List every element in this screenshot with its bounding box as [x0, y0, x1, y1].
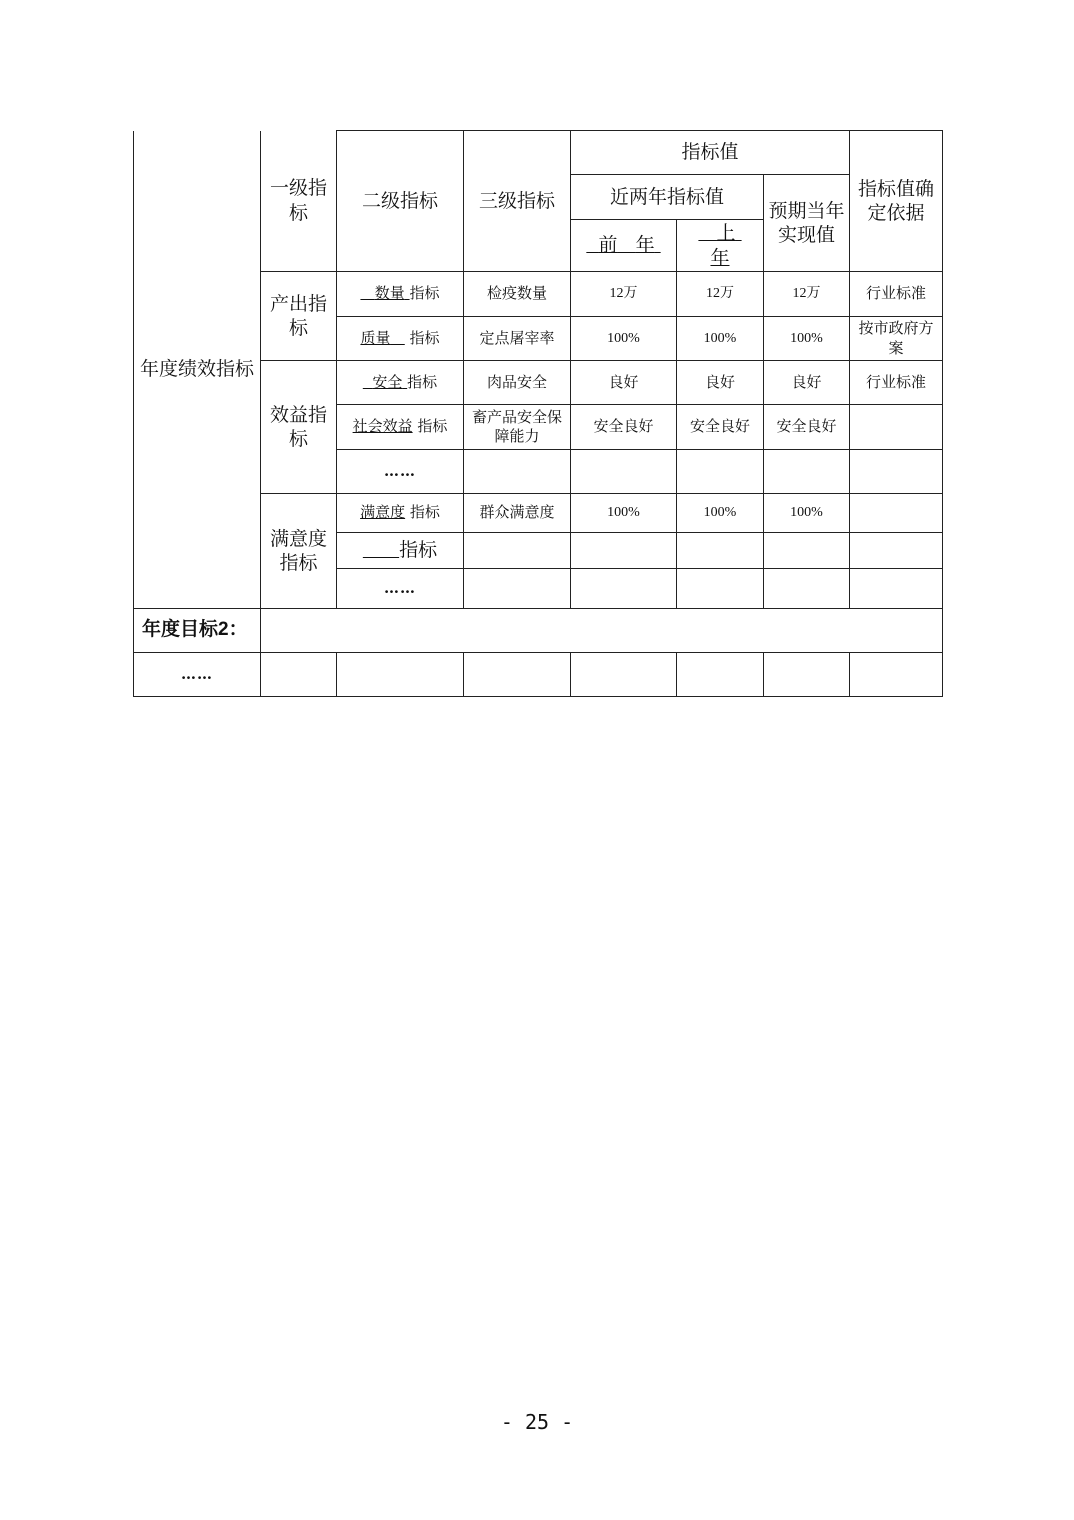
- group-output: 产出指标: [261, 272, 337, 361]
- basis-cell: 行业标准: [850, 272, 943, 317]
- empty-cell: [571, 569, 677, 609]
- annual-goal-2-label: 年度目标2：: [134, 609, 261, 653]
- value-expected: 100%: [764, 494, 850, 533]
- empty-cell: [764, 450, 850, 494]
- ellipsis-cell: ……: [337, 450, 464, 494]
- table-row: [134, 653, 943, 697]
- empty-cell: [677, 569, 764, 609]
- empty-cell: [464, 569, 571, 609]
- l2-cell: 质量 指标: [337, 317, 464, 361]
- empty-cell: [850, 533, 943, 569]
- empty-cell: [677, 450, 764, 494]
- header-indicator-value: 指标值: [571, 131, 850, 175]
- l3-cell: 肉品安全: [464, 361, 571, 405]
- basis-cell: [850, 405, 943, 450]
- value-expected: 12万: [764, 272, 850, 317]
- page-number: - 25 -: [500, 1410, 574, 1434]
- empty-cell: [337, 653, 464, 697]
- basis-cell: 行业标准: [850, 361, 943, 405]
- performance-indicator-table: [133, 130, 943, 697]
- header-prev-year: 前 年: [571, 220, 677, 272]
- l2-cell: 社会效益 指标: [337, 405, 464, 450]
- group-benefit: 效益指标: [261, 361, 337, 494]
- l3-cell: 群众满意度: [464, 494, 571, 533]
- empty-cell: [464, 653, 571, 697]
- l3-cell: 定点屠宰率: [464, 317, 571, 361]
- l2-cell: 满意度 指标: [337, 494, 464, 533]
- value-last: 安全良好: [677, 405, 764, 450]
- l3-cell: 畜产品安全保障能力: [464, 405, 571, 450]
- value-expected: 100%: [764, 317, 850, 361]
- value-last: 100%: [677, 494, 764, 533]
- ellipsis-cell: ……: [134, 653, 261, 697]
- empty-cell: [571, 533, 677, 569]
- table-row: [134, 609, 943, 653]
- value-last: 100%: [677, 317, 764, 361]
- value-expected: 安全良好: [764, 405, 850, 450]
- value-prev: 100%: [571, 317, 677, 361]
- value-prev: 12万: [571, 272, 677, 317]
- value-prev: 安全良好: [571, 405, 677, 450]
- empty-cell: [764, 653, 850, 697]
- empty-cell: [464, 533, 571, 569]
- empty-cell: [764, 533, 850, 569]
- empty-cell: [677, 533, 764, 569]
- value-expected: 良好: [764, 361, 850, 405]
- empty-cell: [464, 450, 571, 494]
- empty-cell: [261, 653, 337, 697]
- header-expected: 预期当年实现值: [764, 175, 850, 272]
- l2-cell: 数量 指标: [337, 272, 464, 317]
- l2-cell: 指标: [337, 533, 464, 569]
- header-level3: 三级指标: [464, 131, 571, 272]
- header-level1: 一级指标: [261, 131, 337, 272]
- section-label-cell: [134, 131, 261, 609]
- group-satisfaction: 满意度指标: [261, 494, 337, 609]
- header-basis: 指标值确定依据: [850, 131, 943, 272]
- basis-cell: [850, 494, 943, 533]
- value-last: 12万: [677, 272, 764, 317]
- l2-cell: 安全 指标: [337, 361, 464, 405]
- header-recent-two-years: 近两年指标值: [571, 175, 764, 220]
- annual-goal-2-content: [261, 609, 943, 653]
- empty-cell: [850, 653, 943, 697]
- value-prev: 良好: [571, 361, 677, 405]
- section-label: 年度绩效指标: [139, 358, 254, 381]
- empty-cell: [850, 569, 943, 609]
- empty-cell: [571, 653, 677, 697]
- empty-cell: [677, 653, 764, 697]
- value-prev: 100%: [571, 494, 677, 533]
- basis-cell: 按市政府方案: [850, 317, 943, 361]
- empty-cell: [571, 450, 677, 494]
- header-last-year: 上 年: [677, 220, 764, 272]
- empty-cell: [850, 450, 943, 494]
- value-last: 良好: [677, 361, 764, 405]
- header-level2: 二级指标: [337, 131, 464, 272]
- ellipsis-cell: ……: [337, 569, 464, 609]
- l3-cell: 检疫数量: [464, 272, 571, 317]
- empty-cell: [764, 569, 850, 609]
